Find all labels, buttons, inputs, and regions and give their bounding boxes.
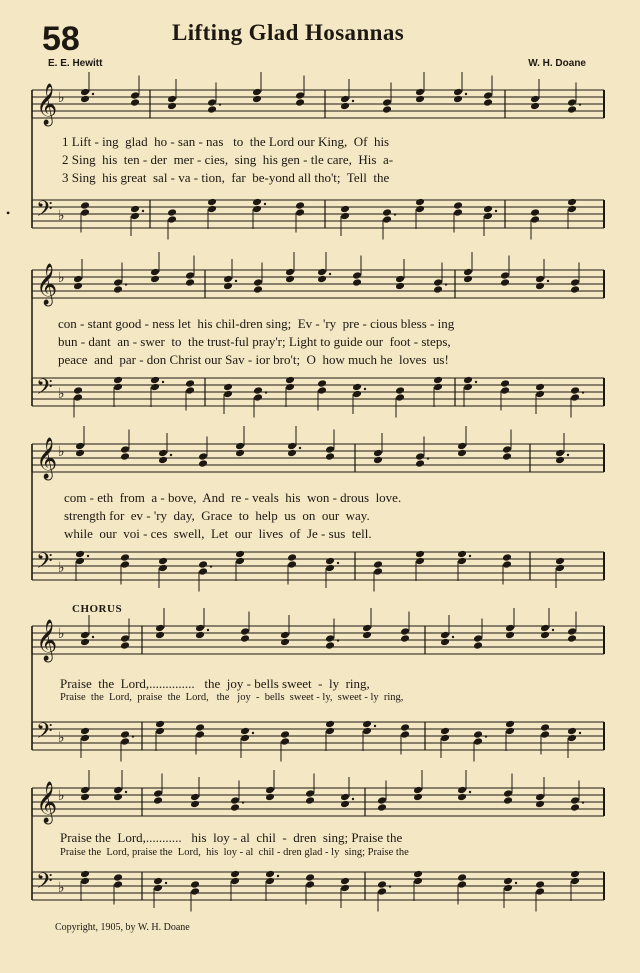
note-chord: [235, 426, 245, 457]
note-chord: [453, 72, 467, 103]
lyric-line-2: Praise the Lord, praise the Lord, the joy - bells sweet - ly, sweet - ly ring,: [60, 692, 404, 703]
treble-staff: [32, 770, 604, 824]
note-chord: [352, 256, 362, 287]
note-chord: [505, 608, 515, 639]
lyric-line-3: 3 Sing his great sal - va - tion, far be-yond all tho't; Tell the: [62, 170, 390, 185]
flat-icon: ♭: [58, 627, 65, 642]
lyric-line-2: Praise the Lord, praise the Lord, his loy - al chil - dren glad - ly sing; Praise the: [60, 847, 409, 858]
flat-icon: ♭: [58, 731, 65, 746]
note-chord: [440, 615, 454, 646]
lyric-line-1: Praise the Lord,.............. the joy - bells sweet - ly ring,: [60, 676, 370, 691]
treble-clef-icon: 𝄞: [36, 438, 58, 479]
lyrics-system-5: [0, 830, 640, 894]
note-chord: [535, 777, 545, 808]
flat-icon: ♭: [58, 789, 65, 804]
note-chord: [395, 259, 405, 290]
note-chord: [415, 72, 425, 103]
copyright-notice: Copyright, 1905, by W. H. Doane: [55, 922, 190, 933]
note-chord: [280, 615, 290, 646]
flat-icon: ♭: [58, 881, 65, 896]
note-chord: [223, 259, 237, 290]
note-chord: [150, 252, 160, 283]
lyric-line-1: con - stant good - ness let his chil-dren sing; Ev - 'ry pre - cious bless - ing: [58, 316, 455, 331]
note-chord: [158, 433, 172, 464]
lyric-line-1: Praise the Lord,........... his loy - al chil - dren sing; Praise the: [60, 830, 403, 845]
bass-clef-icon: 𝄢: [36, 719, 53, 749]
lyrics-system-1: [0, 134, 640, 214]
note-chord: [252, 72, 262, 103]
note-chord: [190, 777, 200, 808]
treble-clef-icon: 𝄞: [36, 782, 58, 823]
note-chord: [325, 430, 335, 461]
margin-mark: •: [6, 206, 11, 220]
hymn-number: 58: [42, 20, 80, 58]
note-chord: [305, 774, 315, 805]
note-chord: [373, 433, 383, 464]
treble-staff: [32, 72, 604, 126]
note-chord: [113, 263, 127, 294]
note-chord: [535, 259, 549, 290]
note-chord: [500, 256, 510, 287]
note-chord: [185, 256, 195, 287]
flat-icon: ♭: [58, 271, 65, 286]
note-chord: [433, 263, 447, 294]
note-chord: [325, 619, 339, 650]
note-chord: [230, 781, 244, 812]
note-chord: [503, 774, 513, 805]
composer-credit: W. H. Doane: [528, 58, 586, 69]
bass-clef-icon: 𝄢: [36, 375, 53, 405]
bass-clef-icon: 𝄢: [36, 549, 53, 579]
note-chord: [120, 619, 130, 650]
note-chord: [73, 259, 83, 290]
note-chord: [153, 774, 163, 805]
lyric-line-2: strength for ev - 'ry day, Grace to help us on our way.: [64, 508, 370, 523]
note-chord: [167, 79, 177, 110]
treble-staff: [32, 608, 604, 662]
note-chord: [415, 437, 429, 468]
note-chord: [120, 430, 130, 461]
note-chord: [195, 608, 209, 639]
note-chord: [400, 612, 410, 643]
note-chord: [362, 608, 372, 639]
note-chord: [207, 83, 221, 114]
note-chord: [473, 619, 483, 650]
note-chord: [155, 608, 165, 639]
note-chord: [567, 612, 577, 643]
treble-staff: [32, 252, 604, 306]
flat-icon: ♭: [58, 561, 65, 576]
note-chord: [198, 437, 208, 468]
bass-clef-icon: 𝄢: [36, 197, 53, 227]
note-chord: [295, 76, 305, 107]
note-chord: [253, 263, 263, 294]
lyrics-system-3: [0, 490, 640, 570]
note-chord: [287, 426, 301, 457]
note-chord: [540, 608, 554, 639]
flat-icon: ♭: [58, 445, 65, 460]
treble-clef-icon: 𝄞: [36, 620, 58, 661]
note-chord: [340, 777, 354, 808]
note-chord: [80, 615, 94, 646]
lyrics-system-2: [0, 316, 640, 396]
chorus-label: CHORUS: [72, 603, 123, 615]
lyric-line-3: while our voi - ces swell, Let our lives of Je - sus tell.: [64, 526, 372, 541]
flat-icon: ♭: [58, 209, 65, 224]
lyric-line-1: 1 Lift - ing glad ho - san - nas to the Lord our King, Of his: [62, 134, 390, 149]
lyric-line-2: 2 Sing his ten - der mer - cies, sing his gen - tle care, His a-: [62, 152, 394, 167]
lyric-line-3: peace and par - don Christ our Sav - ior bro't; O how much he loves us!: [58, 352, 449, 367]
lyric-line-1: com - eth from a - bove, And re - veals his won - drous love.: [64, 490, 402, 505]
author-credit: E. E. Hewitt: [48, 58, 103, 69]
note-chord: [502, 430, 512, 461]
note-chord: [570, 263, 580, 294]
treble-clef-icon: 𝄞: [36, 264, 58, 305]
note-chord: [75, 426, 85, 457]
note-chord: [340, 79, 354, 110]
flat-icon: ♭: [58, 387, 65, 402]
treble-clef-icon: 𝄞: [36, 84, 58, 125]
note-chord: [483, 76, 493, 107]
note-chord: [530, 79, 540, 110]
bass-clef-icon: 𝄢: [36, 869, 53, 899]
note-chord: [555, 433, 569, 464]
lyric-line-2: bun - dant an - swer to the trust-ful pray'r; Light to guide our foot - steps,: [58, 334, 451, 349]
note-chord: [377, 781, 387, 812]
note-chord: [80, 72, 94, 103]
note-chord: [285, 252, 295, 283]
note-chord: [567, 83, 581, 114]
note-chord: [240, 612, 250, 643]
note-chord: [463, 252, 473, 283]
hymn-title: Lifting Glad Hosannas: [172, 20, 405, 45]
note-chord: [130, 76, 140, 107]
treble-staff: [32, 426, 604, 480]
flat-icon: ♭: [58, 91, 65, 106]
lyrics-system-4: [0, 676, 640, 740]
note-chord: [570, 781, 584, 812]
note-chord: [457, 426, 467, 457]
note-chord: [382, 83, 392, 114]
note-chord: [317, 252, 331, 283]
